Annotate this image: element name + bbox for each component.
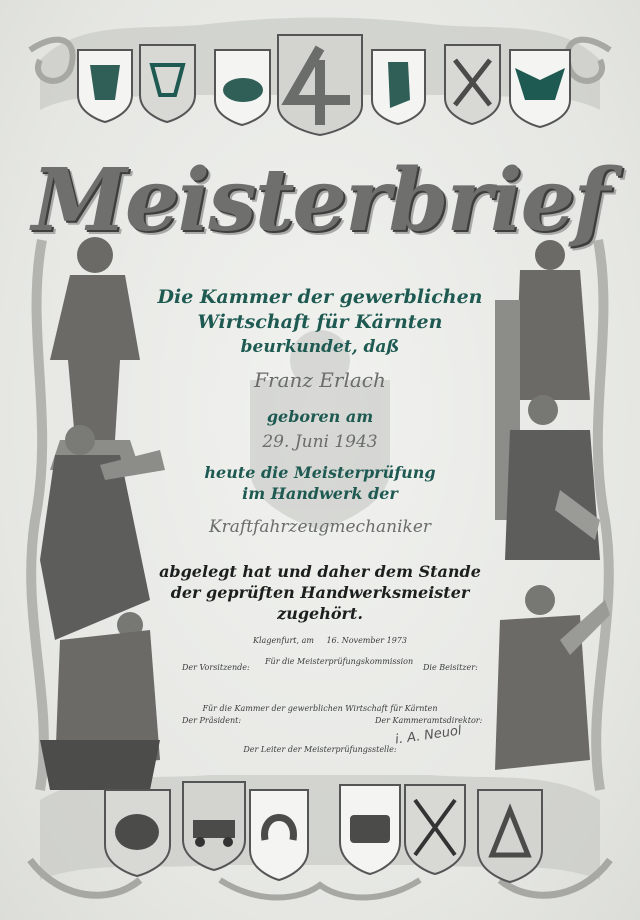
label-chair: Der Vorsitzende: xyxy=(182,663,250,672)
label-chamber: Für die Kammer der gewerblichen Wirtschaft für Kärnten xyxy=(202,704,438,713)
label-commission: Für die Meisterprüfungskommission xyxy=(265,657,414,666)
keys-crest-icon xyxy=(445,45,500,124)
intro-line-1: Die Kammer der gewerblichen xyxy=(157,286,483,308)
bottom-crest-row xyxy=(0,770,640,900)
tools-crest-icon xyxy=(405,785,465,874)
place-date-prefix: Klagenfurt, am xyxy=(253,636,314,645)
top-crest-row xyxy=(0,0,640,140)
exam-line-2: im Handwerk der xyxy=(242,484,398,503)
label-assessors: Die Beisitzer: xyxy=(423,663,478,672)
handwritten-signature: i. A. Neuol xyxy=(394,723,463,748)
issue-date: 16. November 1973 xyxy=(326,636,407,645)
pottery-crest-icon xyxy=(140,45,195,122)
intro-line-3: beurkundet, daß xyxy=(240,337,400,357)
trade-name: Kraftfahrzeugmechaniker xyxy=(208,517,432,537)
label-head: Der Leiter der Meisterprüfungsstelle: xyxy=(243,745,397,754)
label-president: Der Präsident: xyxy=(182,716,242,725)
lamb-crest-icon xyxy=(215,50,270,125)
carpenter-square-crest-icon xyxy=(478,790,542,882)
car-crest-icon xyxy=(183,782,245,870)
conclusion-line-3: zugehört. xyxy=(277,604,363,623)
lions-crest-icon xyxy=(105,790,170,876)
place-date xyxy=(210,636,450,645)
intro-line-2: Wirtschaft für Kärnten xyxy=(197,311,443,333)
certificate-title: Meisterbrief xyxy=(31,150,609,251)
holder-name: Franz Erlach xyxy=(254,368,386,392)
eagle-crest-icon xyxy=(510,50,570,127)
animal-crest-icon xyxy=(78,50,132,122)
born-label: geboren am xyxy=(266,407,374,426)
horseshoe-crest-icon xyxy=(250,790,308,880)
conclusion-line-2: der geprüften Handwerksmeister xyxy=(170,583,470,602)
exam-line-1: heute die Meisterprüfung xyxy=(204,463,436,482)
label-director: Der Kammeramtsdirektor: xyxy=(375,716,483,725)
conclusion-line-1: abgelegt hat und daher dem Stande xyxy=(159,562,481,581)
birth-date: 29. Juni 1943 xyxy=(262,432,378,452)
vehicle-crest-icon xyxy=(340,785,400,874)
boot-crest-icon xyxy=(372,50,425,124)
number-four-crest-icon xyxy=(278,35,362,135)
